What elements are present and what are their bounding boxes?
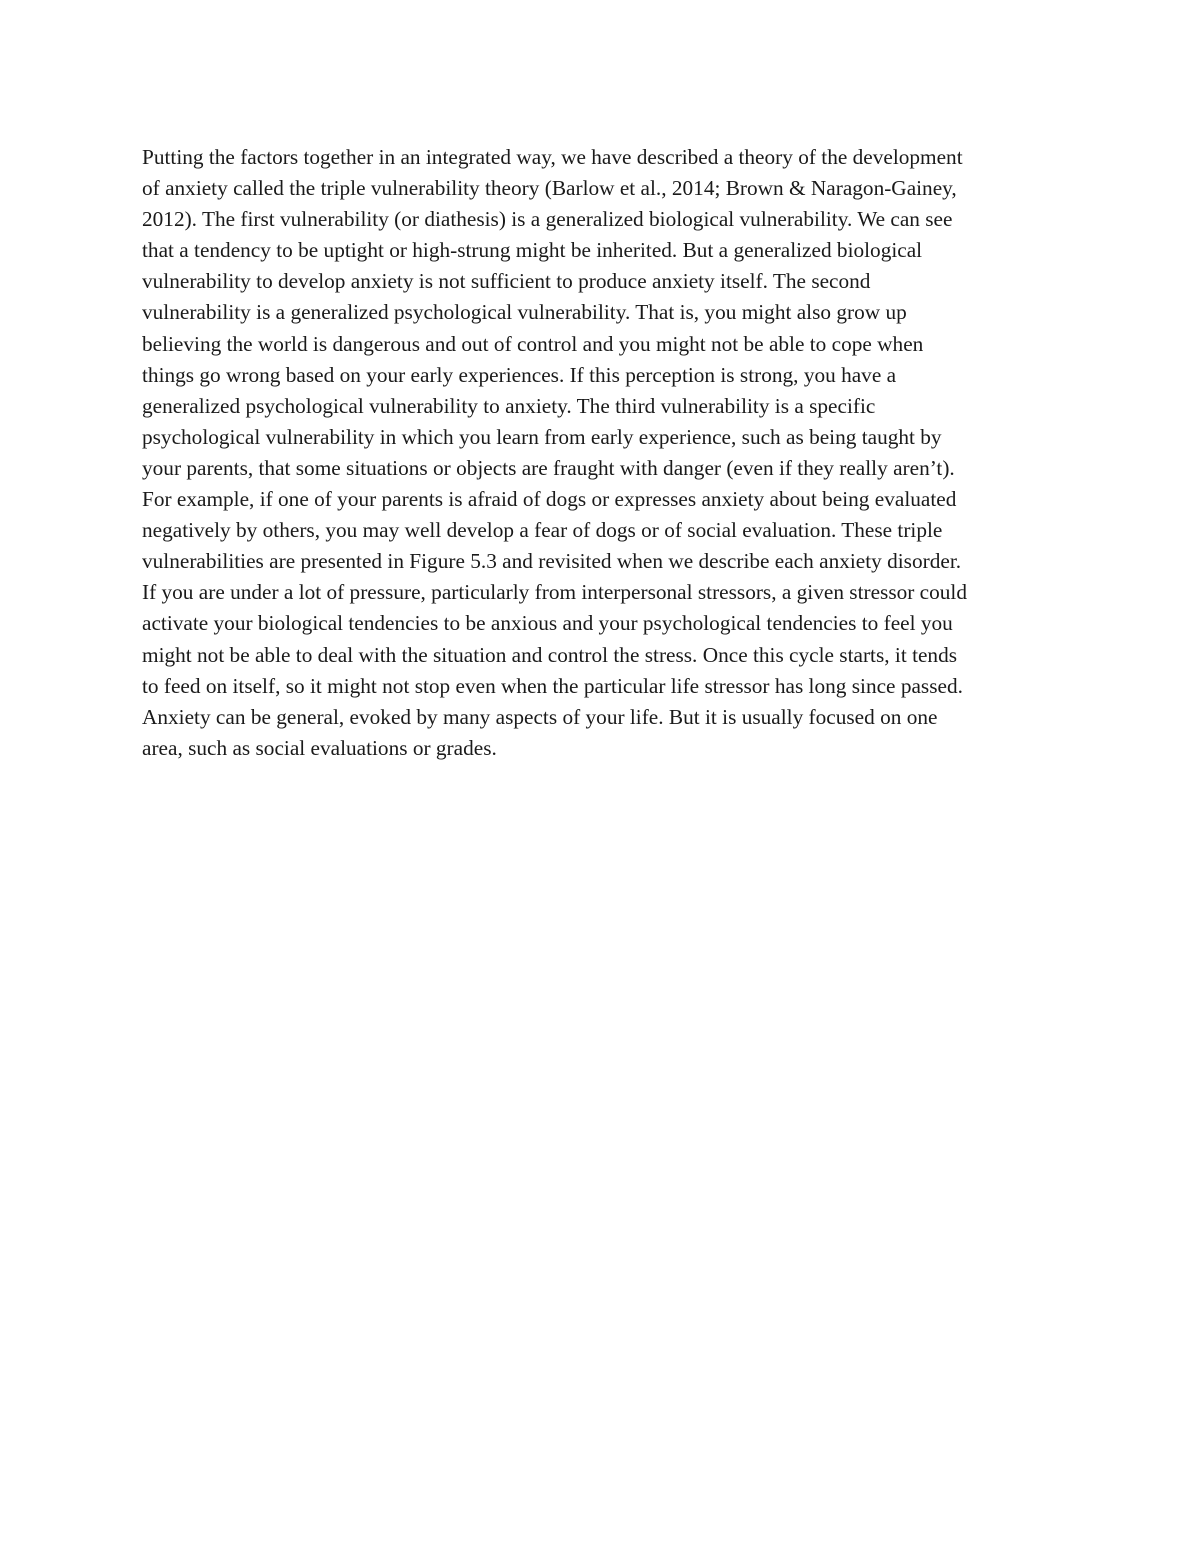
paragraph-line: of anxiety called the triple vulnerability theory (Barlow et al., 2014; Brown & Naragon-Gainey, bbox=[142, 176, 957, 201]
paragraph-line: activate your biological tendencies to be anxious and your psychological tendencies to feel you bbox=[142, 611, 953, 636]
body-paragraph bbox=[142, 142, 1072, 764]
paragraph-line: area, such as social evaluations or grades. bbox=[142, 735, 497, 760]
paragraph-line: might not be able to deal with the situation and control the stress. Once this cycle starts, it tends bbox=[142, 642, 958, 667]
paragraph-line: vulnerability to develop anxiety is not sufficient to produce anxiety itself. The second bbox=[142, 269, 871, 294]
paragraph-line: Putting the factors together in an integrated way, we have described a theory of the development bbox=[142, 145, 963, 169]
paragraph-line: vulnerabilities are presented in Figure 5.3 and revisited when we describe each anxiety disorder. bbox=[142, 549, 962, 574]
paragraph-line: psychological vulnerability in which you learn from early experience, such as being taught by bbox=[142, 424, 942, 449]
paragraph-line: For example, if one of your parents is afraid of dogs or expresses anxiety about being evaluated bbox=[142, 487, 957, 512]
paragraph-line: things go wrong based on your early experiences. If this perception is strong, you have a bbox=[142, 362, 897, 387]
paragraph-line: If you are under a lot of pressure, particularly from interpersonal stressors, a given stressor could bbox=[142, 580, 967, 605]
paragraph-line: believing the world is dangerous and out of control and you might not be able to cope when bbox=[142, 331, 924, 356]
paragraph-line: to feed on itself, so it might not stop even when the particular life stressor has long since passed. bbox=[142, 673, 963, 698]
paragraph-line: your parents, that some situations or objects are fraught with danger (even if they really aren’t). bbox=[142, 455, 955, 480]
paragraph-line: vulnerability is a generalized psychological vulnerability. That is, you might also grow up bbox=[142, 300, 907, 325]
paragraph-line: 2012). The first vulnerability (or diathesis) is a generalized biological vulnerability. We can see bbox=[142, 207, 953, 232]
paragraph-line: negatively by others, you may well develop a fear of dogs or of social evaluation. These triple bbox=[142, 518, 943, 543]
paragraph-line: generalized psychological vulnerability to anxiety. The third vulnerability is a specific bbox=[142, 393, 876, 418]
paragraph-line: that a tendency to be uptight or high-strung might be inherited. But a generalized biological bbox=[142, 238, 923, 263]
paragraph-line: Anxiety can be general, evoked by many aspects of your life. But it is usually focused on one bbox=[142, 704, 938, 729]
